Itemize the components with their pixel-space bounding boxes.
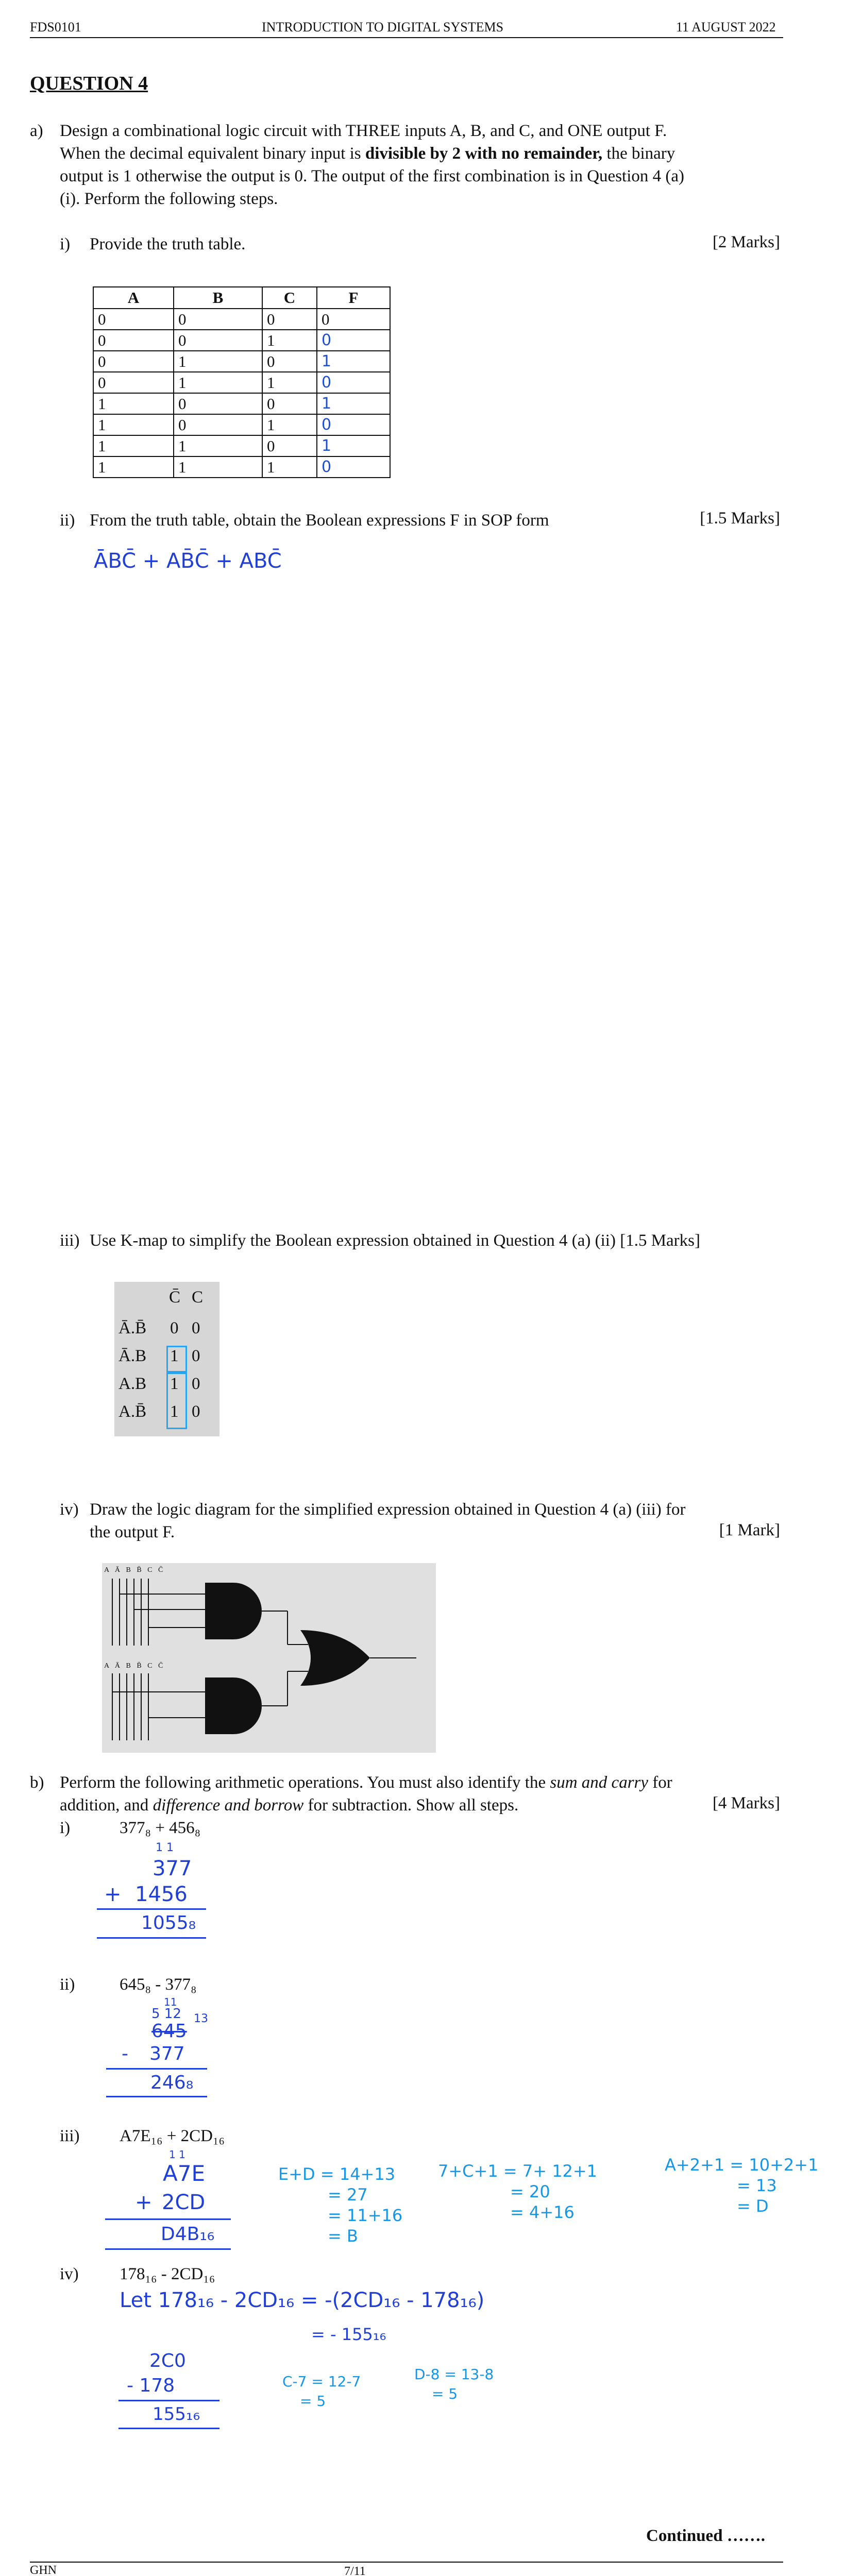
op4-expression: 178₁₆ - 2CD₁₆ (120, 2265, 215, 2283)
op3-result: D4B₁₆ (161, 2224, 215, 2245)
table-row: 0 1 0 1 (93, 351, 390, 372)
table-row: 1 0 0 1 (93, 393, 390, 414)
part-ii-marks: [1.5 Marks] (700, 509, 780, 528)
op1-top: 377 (153, 1857, 192, 1880)
logic-diagram-svg (102, 1563, 436, 1753)
table-row: 0 0 0 0 (93, 309, 390, 330)
part-iv-text-2: the output F. (90, 1523, 175, 1541)
col-c-header: C (262, 287, 317, 309)
op2-minus: - (122, 2043, 128, 2064)
kmap-col-c: C (192, 1288, 204, 1307)
part-i-text: Provide the truth table. (90, 235, 246, 253)
footer-initials: GHN (30, 2564, 57, 2576)
kmap (114, 1282, 219, 1436)
op3-work-3: A+2+1 = 10+2+1 = 13 = D (665, 2155, 819, 2216)
table-row: 1 1 0 1 (93, 435, 390, 456)
op2-label: ii) (60, 1975, 75, 1994)
op3-carry: 1 1 (169, 2148, 185, 2161)
part-iv-text-1: Draw the logic diagram for the simplified expression obtained in Question 4 (a) (iii) for (90, 1500, 686, 1519)
col-a-header: A (93, 287, 174, 309)
op1-bottom: 1456 (135, 1883, 188, 1906)
op2-borrow-top: 11 (164, 1996, 177, 2008)
kmap-row-label: A.B (119, 1375, 147, 1393)
op1-rule (97, 1908, 206, 1910)
part-iv-marks: [1 Mark] (719, 1521, 780, 1539)
kmap-group-box (166, 1346, 187, 1372)
logic-diagram (102, 1563, 436, 1753)
op4-work-1: C-7 = 12-7 = 5 (282, 2373, 361, 2410)
op3-work-2: 7+C+1 = 7+ 12+1 = 20 = 4+16 (438, 2161, 598, 2222)
part-i-marks: [2 Marks] (712, 233, 780, 251)
op4-rule-bottom (119, 2428, 219, 2429)
op4-result: 155₁₆ (153, 2404, 200, 2425)
kmap-col-cbar: C̄ (169, 1288, 181, 1307)
part-b-line-2: addition, and difference and borrow for subtraction. Show all steps. (60, 1796, 519, 1815)
part-a-label: a) (30, 122, 43, 140)
op2-bottom: 377 (149, 2043, 185, 2064)
part-iii-text: Use K-map to simplify the Boolean expression obtained in Question 4 (a) (ii) [1.5 Marks] (90, 1231, 701, 1250)
part-a-line-2: When the decimal equivalent binary input is divisible by 2 with no remainder, the binary (60, 144, 675, 163)
op1-rule-bottom (97, 1937, 206, 1939)
table-row: 1 1 1 0 (93, 456, 390, 478)
op1-result: 1055₈ (141, 1912, 196, 1934)
part-a-text (60, 120, 781, 210)
op2-borrow-13: 13 (194, 2012, 208, 2025)
op4-top: 2C0 (149, 2350, 186, 2371)
input-rails-top (112, 1579, 205, 1646)
or-gate-icon (300, 1630, 370, 1686)
op2-rule (106, 2068, 207, 2070)
course-code: FDS0101 (30, 20, 81, 35)
op4-bottom: - 178 (127, 2375, 175, 2396)
op4-negated: = - 155₁₆ (311, 2325, 386, 2344)
part-iii-label: iii) (60, 1231, 80, 1250)
op4-rule (119, 2400, 219, 2401)
exam-date: 11 AUGUST 2022 (676, 20, 776, 35)
op2-result: 246₈ (150, 2072, 194, 2093)
kmap-cell: 0 (192, 1375, 200, 1393)
and-gate-icon (205, 1583, 262, 1639)
table-row: 1 0 1 0 (93, 414, 390, 435)
part-iv-label: iv) (60, 1500, 79, 1519)
op1-plus: + (104, 1883, 122, 1906)
table-row: 0 1 1 0 (93, 372, 390, 393)
part-b-line-1: Perform the following arithmetic operations. You must also identify the sum and carry for (60, 1773, 672, 1792)
kmap-row-label: Ā.B̄ (119, 1319, 147, 1337)
col-b-header: B (174, 287, 262, 309)
op4-let: Let 178₁₆ - 2CD₁₆ = -(2CD₁₆ - 178₁₆) (120, 2289, 485, 2312)
op2-borrow-mid: 5 12 (151, 2006, 181, 2022)
op2-expression: 645₈ - 377₈ (120, 1975, 197, 1994)
op2-rule-bottom (106, 2096, 207, 2097)
part-a-line-3: output is 1 otherwise the output is 0. The output of the first combination is in Question 4 (a) (60, 167, 684, 185)
op3-top: A7E (163, 2161, 205, 2186)
kmap-cell: 0 (170, 1319, 179, 1337)
op1-carry: 1 1 (156, 1841, 174, 1854)
page-number: 7/11 (344, 2565, 366, 2576)
kmap-cell: 1 (170, 1402, 179, 1421)
col-f-header: F (317, 287, 390, 309)
op4-label: iv) (60, 2265, 79, 2283)
part-b-label: b) (30, 1773, 44, 1792)
op1-label: i) (60, 1819, 71, 1837)
course-title: INTRODUCTION TO DIGITAL SYSTEMS (262, 20, 504, 35)
truth-table (93, 286, 391, 478)
kmap-cell: 1 (170, 1375, 179, 1393)
op3-label: iii) (60, 2127, 80, 2145)
footer-rule (30, 2562, 783, 2563)
part-a-line-4: (i). Perform the following steps. (60, 190, 278, 208)
table-row: 0 0 1 0 (93, 330, 390, 351)
kmap-cell: 0 (192, 1347, 200, 1365)
part-b-marks: [4 Marks] (712, 1794, 780, 1812)
truth-table-header (93, 287, 390, 309)
question-title: QUESTION 4 (30, 73, 148, 94)
and-gate-icon (205, 1677, 262, 1734)
op3-work-1: E+D = 14+13 = 27 = 11+16 = B (278, 2164, 403, 2246)
kmap-row-label: A.B̄ (119, 1402, 147, 1421)
op2-top: 645 (151, 2021, 187, 2042)
op3-rule (105, 2218, 231, 2220)
op1-expression: 377₈ + 456₈ (120, 1819, 201, 1837)
part-ii-label: ii) (60, 511, 75, 530)
input-labels-top: A Ā B B̄ C C̄ (104, 1566, 165, 1574)
part-ii-text: From the truth table, obtain the Boolean expressions F in SOP form (90, 511, 549, 530)
kmap-cell: 0 (192, 1402, 200, 1421)
header-rule (30, 37, 783, 38)
op3-bottom: 2CD (162, 2191, 206, 2214)
part-i-label: i) (60, 235, 71, 253)
sop-answer: ĀBC̄ + AB̄C̄ + ABC̄ (94, 549, 282, 573)
continued-note: Continued ……. (646, 2527, 766, 2545)
op3-rule-bottom (105, 2248, 231, 2250)
input-rails-bottom (112, 1673, 205, 1740)
part-a-line-1: Design a combinational logic circuit with THREE inputs A, B, and C, and ONE output F. (60, 122, 667, 140)
input-labels-bottom: A Ā B B̄ C C̄ (104, 1662, 165, 1670)
op3-expression: A7E₁₆ + 2CD₁₆ (120, 2127, 225, 2145)
op4-work-2: D-8 = 13-8 = 5 (414, 2366, 494, 2402)
kmap-cell: 1 (170, 1347, 179, 1365)
kmap-group-box (166, 1372, 187, 1429)
op3-plus: + (135, 2191, 153, 2214)
kmap-cell: 0 (192, 1319, 200, 1337)
kmap-row-label: Ā.B (119, 1347, 147, 1365)
